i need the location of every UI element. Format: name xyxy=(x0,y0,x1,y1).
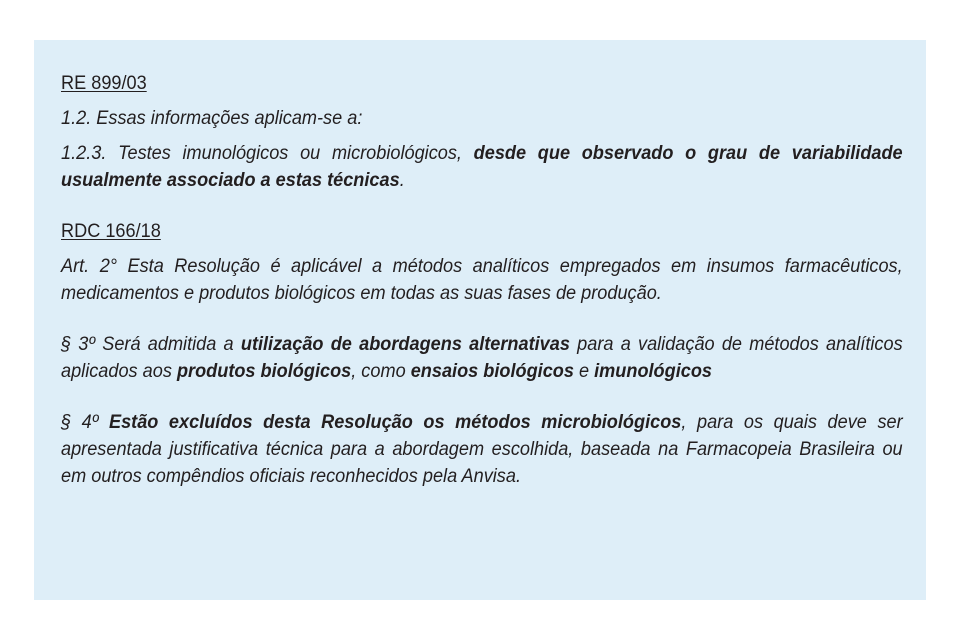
content-panel xyxy=(34,40,926,600)
rdc-paragraph-4: § 4º Estão excluídos desta Resolução os métodos microbiológicos, para os quais deve ser apresentada justificativa técnica para a abordagem escolhida, baseada na Farmacopeia Brasileira ou em outros compêndios oficiais reconhecidos pela Anvisa. xyxy=(61,411,903,487)
rdc-paragraph-3: § 3º Será admitida a utilização de abordagens alternativas para a validação de métodos analíticos aplicados aos produtos biológicos, como ensaios biológicos e imunológicos xyxy=(61,333,903,382)
re-line-1-2: 1.2. Essas informações aplicam-se a: xyxy=(61,107,363,129)
heading-rdc-166-18: RDC 166/18 xyxy=(61,220,161,242)
regulation-text xyxy=(61,70,903,490)
rdc-art-2: Art. 2° Esta Resolução é aplicável a métodos analíticos empregados em insumos farmacêuticos, medicamentos e produtos biológicos em todas as suas fases de produção. xyxy=(61,255,903,304)
re-item-1-2-3: 1.2.3. Testes imunológicos ou microbiológicos, desde que observado o grau de variabilidade usualmente associado a estas técnicas. xyxy=(61,142,903,191)
heading-re-899-03: RE 899/03 xyxy=(61,72,147,94)
